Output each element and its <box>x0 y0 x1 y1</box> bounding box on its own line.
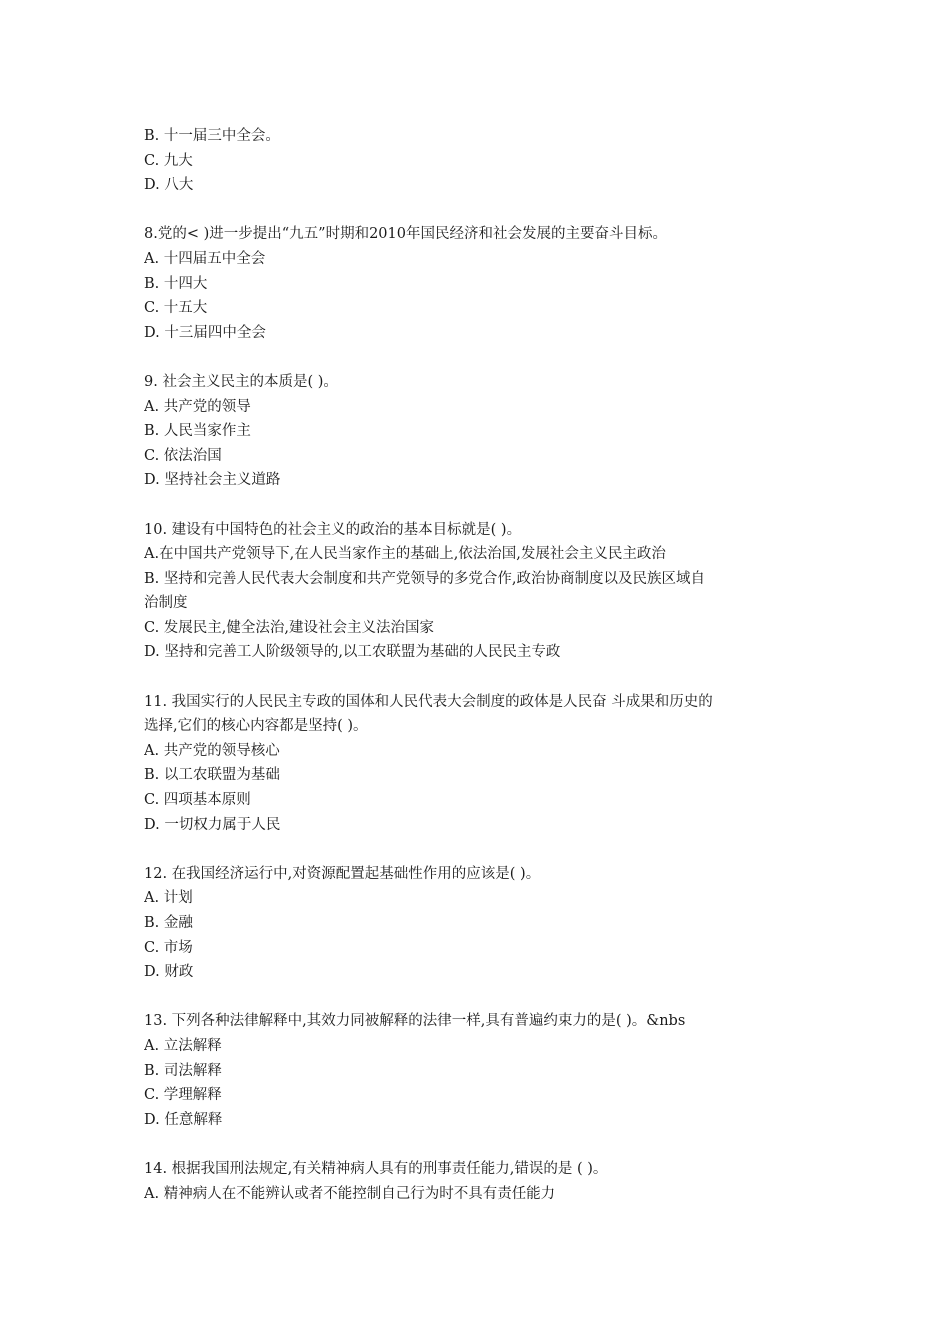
text-line: 选择,它们的核心内容都是坚持( )。 <box>144 718 368 735</box>
blank-line <box>144 345 820 370</box>
document-body <box>144 124 820 1206</box>
text-line: 8.党的< )进一步提出“九五”时期和2010年国民经济和社会发展的主要奋斗目标。 <box>144 226 667 243</box>
text-line: D. 财政 <box>144 964 194 981</box>
text-line: D. 一切权力属于人民 <box>144 816 281 833</box>
text-line: D. 坚持和完善工人阶级领导的,以工农联盟为基础的人民民主专政 <box>144 644 561 661</box>
text-line: B. 司法解释 <box>144 1062 222 1079</box>
text-line: B. 人民当家作主 <box>144 423 251 440</box>
text-line: A. 共产党的领导 <box>144 398 251 415</box>
text-line: D. 八大 <box>144 177 194 194</box>
text-line: 13. 下列各种法律解释中,其效力同被解释的法律一样,具有普遍约束力的是( )。&nbs <box>144 1013 686 1030</box>
text-line: B. 坚持和完善人民代表大会制度和共产党领导的多党合作,政治协商制度以及民族区域自 <box>144 570 705 587</box>
text-line: C. 依法治国 <box>144 447 222 464</box>
text-line: B. 十四大 <box>144 275 208 292</box>
text-line: C. 四项基本原则 <box>144 792 251 809</box>
text-line: C. 学理解释 <box>144 1087 222 1104</box>
blank-line <box>144 665 820 690</box>
blank-line <box>144 985 820 1010</box>
text-line: A. 共产党的领导核心 <box>144 742 280 759</box>
text-line: 治制度 <box>144 595 188 612</box>
text-line: C. 市场 <box>144 939 193 956</box>
text-line: 12. 在我国经济运行中,对资源配置起基础性作用的应该是( )。 <box>144 865 541 882</box>
blank-line <box>144 837 820 862</box>
text-line: C. 发展民主,健全法治,建设社会主义法治国家 <box>144 619 435 636</box>
text-line: C. 十五大 <box>144 300 208 317</box>
text-line: A. 立法解释 <box>144 1037 222 1054</box>
blank-line <box>144 198 820 223</box>
text-line: 14. 根据我国刑法规定,有关精神病人具有的刑事责任能力,错误的是 ( )。 <box>144 1160 608 1177</box>
text-line: A. 计划 <box>144 890 193 907</box>
text-line: B. 十一届三中全会。 <box>144 128 280 144</box>
text-line: C. 九大 <box>144 152 193 169</box>
text-line: B. 以工农联盟为基础 <box>144 767 280 784</box>
text-line: A.在中国共产党领导下,在人民当家作主的基础上,依法治国,发展社会主义民主政治 <box>144 546 666 563</box>
text-line: D. 十三届四中全会 <box>144 324 266 341</box>
blank-line <box>144 493 820 518</box>
blank-line <box>144 1132 820 1157</box>
text-line: D. 坚持社会主义道路 <box>144 472 281 489</box>
text-line: A. 精神病人在不能辨认或者不能控制自己行为时不具有责任能力 <box>144 1185 556 1202</box>
text-line: 11. 我国实行的人民民主专政的国体和人民代表大会制度的政体是人民奋 斗成果和历史的 <box>144 693 713 710</box>
text-line: D. 任意解释 <box>144 1111 223 1128</box>
text-line: B. 金融 <box>144 915 193 931</box>
text-line: 10. 建设有中国特色的社会主义的政治的基本目标就是( )。 <box>144 521 522 538</box>
text-line: A. 十四届五中全会 <box>144 250 266 267</box>
text-line: 9. 社会主义民主的本质是( )。 <box>144 373 338 390</box>
